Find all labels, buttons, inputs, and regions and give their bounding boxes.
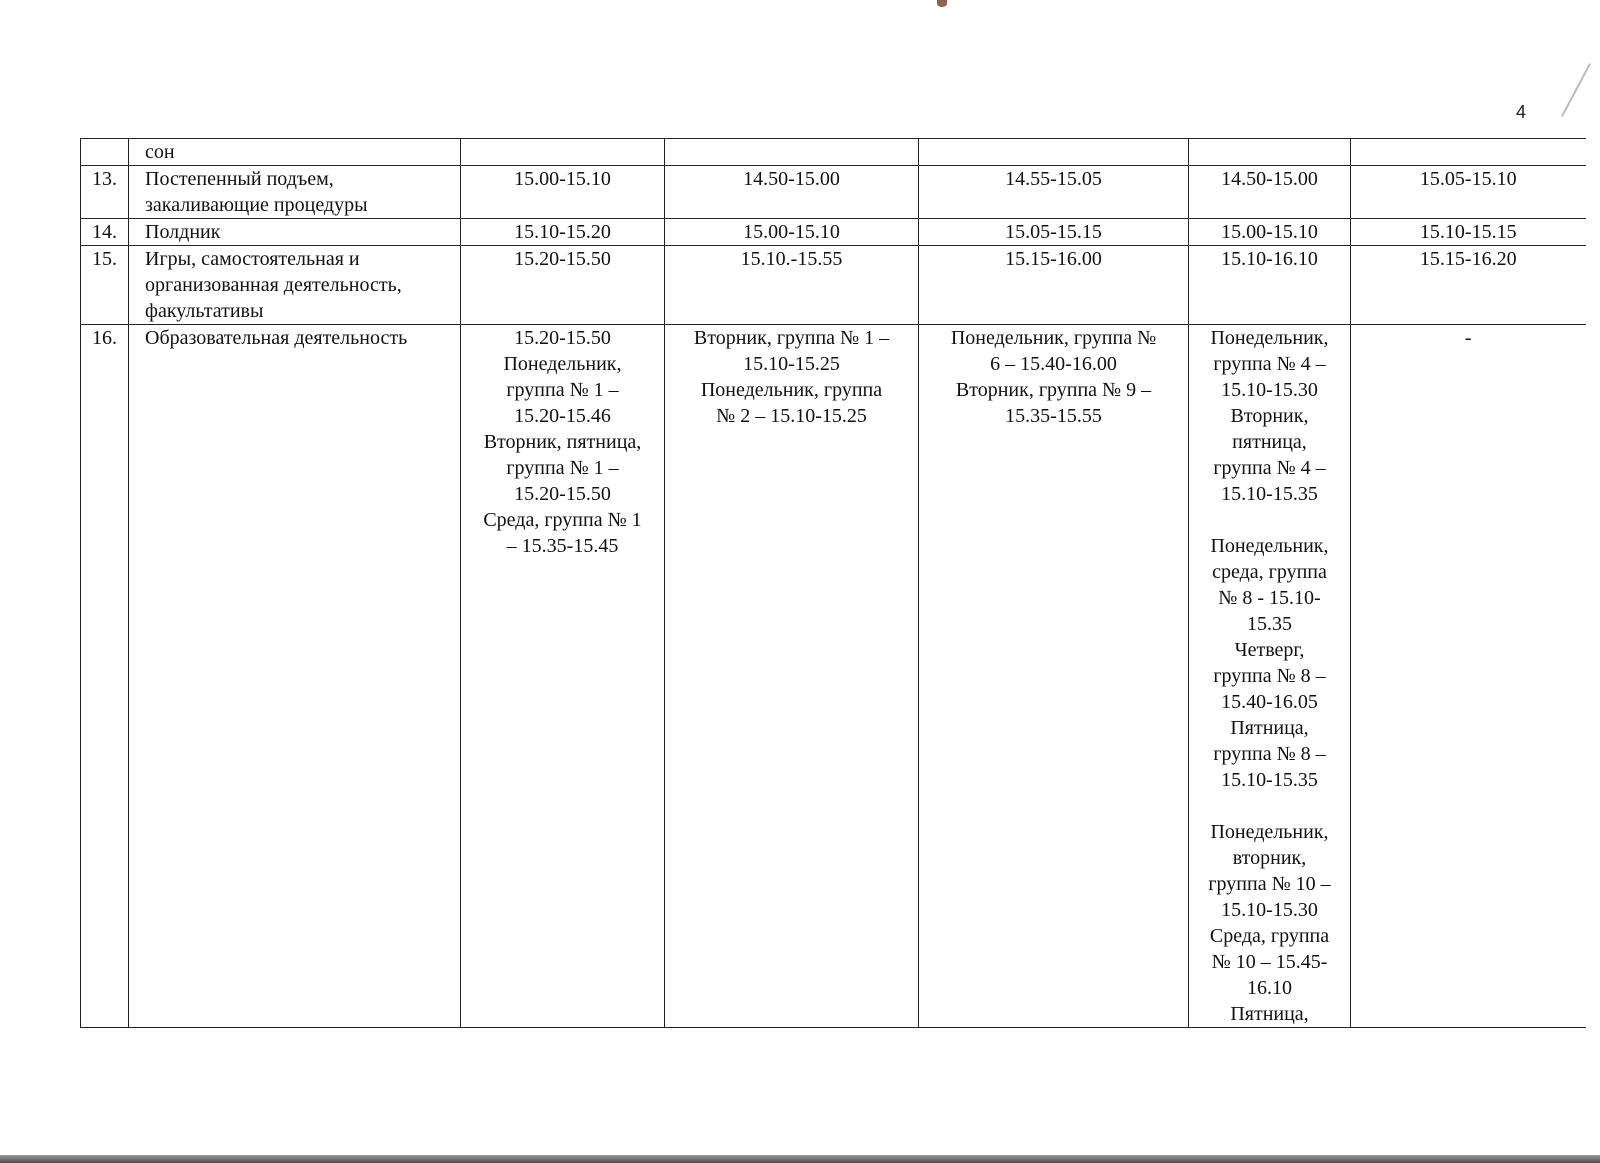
schedule-line: 15.10-15.35 bbox=[1221, 769, 1318, 791]
time-cell: 15.10-15.20 bbox=[461, 219, 665, 246]
schedule-line: 6 – 15.40-16.00 bbox=[990, 353, 1117, 375]
table-row-13 bbox=[81, 166, 1586, 219]
schedule-line: Понедельник, bbox=[503, 353, 622, 375]
time-cell: 15.00-15.10 bbox=[665, 219, 919, 246]
table-row-16 bbox=[81, 325, 1586, 1028]
schedule-table bbox=[80, 138, 1586, 1028]
schedule-line: группа № 4 – bbox=[1213, 353, 1326, 375]
schedule-line: Среда, группа № 1 bbox=[483, 509, 642, 531]
activity-line: закаливающие процедуры bbox=[145, 194, 368, 216]
schedule-line: 15.35-15.55 bbox=[1005, 405, 1102, 427]
schedule-line: 15.20-15.50 bbox=[514, 483, 611, 505]
schedule-line: № 2 – 15.10-15.25 bbox=[716, 405, 867, 427]
time-cell bbox=[461, 139, 665, 166]
activity-line: факультативы bbox=[145, 300, 264, 322]
time-cell: 15.00-15.10 bbox=[461, 166, 665, 219]
time-cell: 14.50-15.00 bbox=[1189, 166, 1351, 219]
scan-speck bbox=[937, 0, 947, 7]
schedule-cell-col1 bbox=[461, 325, 665, 1028]
schedule-line: группа № 8 – bbox=[1213, 665, 1326, 687]
schedule-line: группа № 1 – bbox=[506, 457, 619, 479]
schedule-line: Вторник, группа № 1 – bbox=[693, 327, 890, 349]
schedule-line: Вторник, bbox=[1230, 405, 1309, 427]
schedule-line: 15.10-15.25 bbox=[743, 353, 840, 375]
schedule-line: Понедельник, bbox=[1210, 327, 1329, 349]
time-cell: 15.10-15.15 bbox=[1351, 219, 1586, 246]
schedule-line: Среда, группа bbox=[1209, 925, 1330, 947]
row-number: 15. bbox=[81, 246, 129, 325]
schedule-line: – 15.35-15.45 bbox=[506, 535, 619, 557]
time-cell: 15.15-16.20 bbox=[1351, 246, 1586, 325]
schedule-cell-col4 bbox=[1189, 325, 1351, 1028]
schedule-line: 16.10 bbox=[1247, 977, 1292, 999]
schedule-line: группа № 1 – bbox=[506, 379, 619, 401]
schedule-line: Пятница, bbox=[1230, 1003, 1309, 1025]
time-cell: 15.10.-15.55 bbox=[665, 246, 919, 325]
schedule-line: № 8 - 15.10- bbox=[1218, 587, 1321, 609]
time-cell: 15.00-15.10 bbox=[1189, 219, 1351, 246]
schedule-line: № 10 – 15.45- bbox=[1211, 951, 1328, 973]
time-cell bbox=[1189, 139, 1351, 166]
schedule-line: 15.10-15.30 bbox=[1221, 379, 1318, 401]
row-number: 14. bbox=[81, 219, 129, 246]
activity-line: Игры, самостоятельная и bbox=[145, 248, 360, 270]
schedule-line: пятница, bbox=[1232, 431, 1307, 453]
time-cell bbox=[665, 139, 919, 166]
line-gap bbox=[1193, 507, 1346, 533]
time-cell bbox=[1351, 139, 1586, 166]
time-cell: 15.15-16.00 bbox=[919, 246, 1189, 325]
table-row-15 bbox=[81, 246, 1586, 325]
schedule-line: группа № 8 – bbox=[1213, 743, 1326, 765]
row-number bbox=[81, 139, 129, 166]
schedule-line: Вторник, пятница, bbox=[483, 431, 642, 453]
table-row-son bbox=[81, 139, 1586, 166]
schedule-cell-col2 bbox=[665, 325, 919, 1028]
activity-cell bbox=[129, 246, 461, 325]
time-cell: 15.05-15.10 bbox=[1351, 166, 1586, 219]
schedule-line: Понедельник, группа № bbox=[950, 327, 1157, 349]
schedule-line: Четверг, bbox=[1234, 639, 1305, 661]
schedule-line: 15.35 bbox=[1247, 613, 1292, 635]
time-cell: 15.20-15.50 bbox=[461, 246, 665, 325]
time-cell: 14.55-15.05 bbox=[919, 166, 1189, 219]
row-number: 13. bbox=[81, 166, 129, 219]
schedule-line: 15.10-15.30 bbox=[1221, 899, 1318, 921]
time-cell bbox=[919, 139, 1189, 166]
activity-cell: Образовательная деятельность bbox=[129, 325, 461, 1028]
time-cell: 14.50-15.00 bbox=[665, 166, 919, 219]
schedule-line: Вторник, группа № 9 – bbox=[955, 379, 1152, 401]
activity-line: организованная деятельность, bbox=[145, 274, 402, 296]
scan-scratch bbox=[1561, 63, 1591, 117]
schedule-line: группа № 10 – bbox=[1208, 873, 1331, 895]
schedule-line: Понедельник, bbox=[1210, 821, 1329, 843]
time-cell: 15.05-15.15 bbox=[919, 219, 1189, 246]
activity-cell bbox=[129, 166, 461, 219]
schedule-cell-col5: - bbox=[1351, 325, 1586, 1028]
page-number: 4 bbox=[1516, 102, 1527, 122]
activity-cell: Полдник bbox=[129, 219, 461, 246]
schedule-line: 15.10-15.35 bbox=[1221, 483, 1318, 505]
activity-line: Постепенный подъем, bbox=[145, 168, 334, 190]
schedule-line: 15.40-16.05 bbox=[1221, 691, 1318, 713]
schedule-line: Пятница, bbox=[1230, 717, 1309, 739]
schedule-cell-col3 bbox=[919, 325, 1189, 1028]
schedule-line: 15.20-15.46 bbox=[514, 405, 611, 427]
schedule-line: Понедельник, группа bbox=[700, 379, 883, 401]
row-number: 16. bbox=[81, 325, 129, 1028]
schedule-line: группа № 4 – bbox=[1213, 457, 1326, 479]
schedule-line: 15.20-15.50 bbox=[514, 327, 611, 349]
time-cell: 15.10-16.10 bbox=[1189, 246, 1351, 325]
schedule-line: вторник, bbox=[1232, 847, 1307, 869]
activity-cell: сон bbox=[129, 139, 461, 166]
schedule-line: Понедельник, bbox=[1210, 535, 1329, 557]
schedule-line: среда, группа bbox=[1212, 561, 1327, 583]
table-row-14 bbox=[81, 219, 1586, 246]
scan-edge-bar bbox=[0, 1155, 1600, 1163]
line-gap bbox=[1193, 793, 1346, 819]
